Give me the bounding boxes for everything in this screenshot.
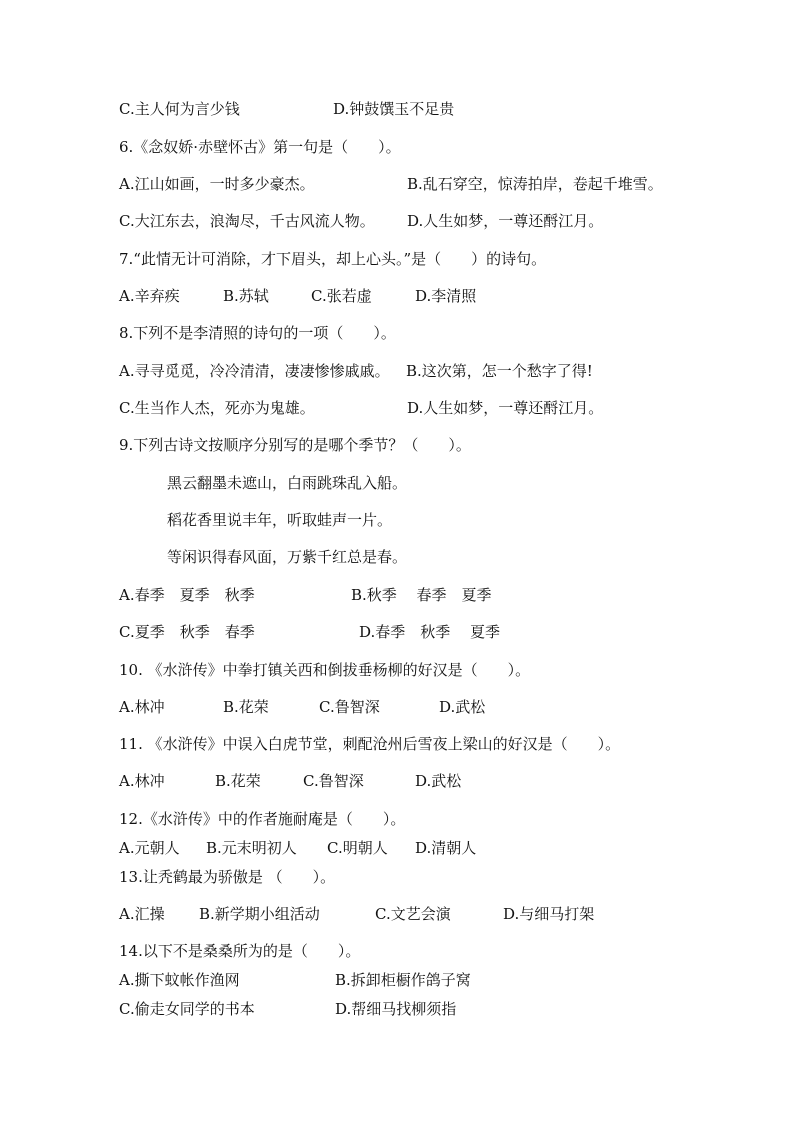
q8-option-a: A.寻寻觅觅，冷冷清清，凄凄惨惨戚戚。 [119,362,390,380]
q10-option-b: B.花荣 [223,698,269,716]
q8-option-c: C.生当作人杰，死亦为鬼雄。 [119,399,315,417]
q10-option-c: C.鲁智深 [319,698,380,716]
q6-option-d: D.人生如梦，一尊还酹江月。 [407,212,604,230]
q14-stem: 14.以下不是桑桑所为的是（ ）。 [119,942,361,960]
q9-option-b: B.秋季 春季 夏季 [351,586,492,604]
q6-option-b: B.乱石穿空，惊涛拍岸，卷起千堆雪。 [407,175,663,193]
q11-option-b: B.花荣 [215,772,261,790]
q9-option-d: D.春季 秋季 夏季 [359,623,501,641]
q13-option-c: C.文艺会演 [375,905,451,923]
q14-option-d: D.帮细马找柳须指 [335,1000,457,1018]
q9-poem-line: 稻花香里说丰年，听取蛙声一片。 [167,511,393,529]
q10-option-a: A.林冲 [119,698,165,716]
q9-stem: 9.下列古诗文按顺序分别写的是哪个季节？（ ）。 [119,436,471,454]
q13-option-b: B.新学期小组活动 [199,905,320,923]
q6-stem: 6.《念奴娇·赤壁怀古》第一句是（ ）。 [119,138,401,156]
q8-stem: 8.下列不是李清照的诗句的一项（ ）。 [119,324,396,342]
q8-option-d: D.人生如梦，一尊还酹江月。 [407,399,604,417]
q6-option-c: C.大江东去，浪淘尽，千古风流人物。 [119,212,375,230]
q13-option-a: A.汇操 [119,905,165,923]
q7-option-b: B.苏轼 [223,287,269,305]
q11-stem: 11. 《水浒传》中误入白虎节堂，刺配沧州后雪夜上梁山的好汉是（ ）。 [119,735,621,753]
q10-option-d: D.武松 [439,698,486,716]
q11-option-a: A.林冲 [119,772,165,790]
q14-option-c: C.偷走女同学的书本 [119,1000,255,1018]
q9-poem-line: 黑云翻墨未遮山，白雨跳珠乱入船。 [167,474,408,492]
q9-option-c: C.夏季 秋季 春季 [119,623,255,641]
q12-stem: 12.《水浒传》中的作者施耐庵是（ ）。 [119,810,406,828]
q7-option-a: A.辛弃疾 [119,287,180,305]
q5-option-d: D.钟鼓馔玉不足贵 [333,100,455,118]
q7-stem: 7.“此情无计可消除，才下眉头，却上心头。”是（ ）的诗句。 [119,250,547,268]
q10-stem: 10. 《水浒传》中拳打镇关西和倒拔垂杨柳的好汉是（ ）。 [119,661,531,679]
q9-option-a: A.春季 夏季 秋季 [119,586,255,604]
q11-option-c: C.鲁智深 [303,772,364,790]
q12-option-c: C.明朝人 [327,839,388,857]
q11-option-d: D.武松 [415,772,462,790]
q14-option-b: B.拆卸柜橱作鸽子窝 [335,971,471,989]
q8-option-b: B.这次第，怎一个愁字了得! [406,362,593,380]
q12-option-d: D.清朝人 [415,839,477,857]
q13-stem: 13.让秃鹤最为骄傲是 （ ）。 [119,868,336,886]
q5-option-c: C.主人何为言少钱 [119,100,240,118]
q14-option-a: A.撕下蚊帐作渔网 [119,971,240,989]
q12-option-b: B.元末明初人 [206,839,297,857]
q13-option-d: D.与细马打架 [503,905,595,923]
q7-option-d: D.李清照 [415,287,477,305]
q12-option-a: A.元朝人 [119,839,180,857]
q6-option-a: A.江山如画，一时多少豪杰。 [119,175,315,193]
q7-option-c: C.张若虚 [311,287,372,305]
q9-poem-line: 等闲识得春风面，万紫千红总是春。 [167,548,408,566]
